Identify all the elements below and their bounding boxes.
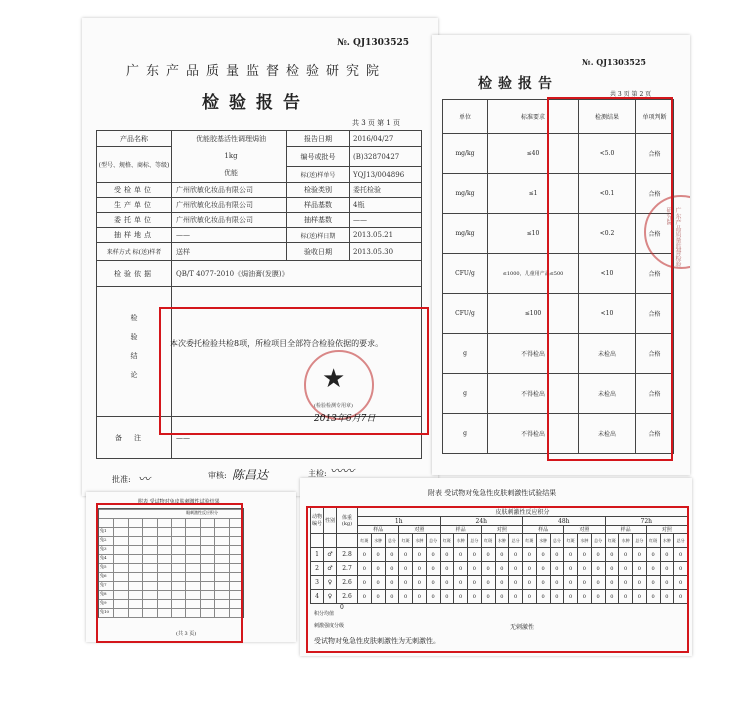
score-cell: 0 — [399, 562, 413, 576]
score-cell: 0 — [468, 576, 482, 590]
conclusion-text: 本次委托检验共检8项，所检项目全部符合检验依据的要求。 — [170, 339, 384, 348]
page-indicator: 共 3 页 第 1 页 — [352, 119, 401, 127]
row-cell: 4 — [311, 590, 324, 604]
result-unit: g — [443, 334, 488, 374]
score-cell: 0 — [550, 590, 564, 604]
result-value: <10 — [579, 294, 636, 334]
row-cell: ♀ — [324, 576, 337, 590]
small-row-label: 兔10 — [100, 609, 110, 614]
col-requirement: 标准要求 — [488, 100, 579, 134]
label-sampling-base: 抽样基数 — [287, 213, 350, 228]
score-cell: 0 — [633, 548, 647, 562]
score-cell: 0 — [440, 590, 454, 604]
score-cell: 0 — [550, 548, 564, 562]
sub2-header: 总分 — [468, 534, 482, 548]
score-cell: 0 — [495, 562, 509, 576]
sub2-header: 红斑 — [523, 534, 537, 548]
score-cell: 0 — [509, 548, 523, 562]
score-cell: 0 — [426, 548, 440, 562]
label-report-date: 报告日期 — [287, 131, 350, 147]
score-cell: 0 — [633, 562, 647, 576]
score-cell: 0 — [509, 590, 523, 604]
score-cell: 0 — [509, 576, 523, 590]
result-unit: mg/kg — [443, 134, 488, 174]
score-cell: 0 — [385, 590, 399, 604]
product-name-cell: 优能胶基活性调理焗油 1kg 优能 — [172, 131, 287, 183]
label-client: 委托单位 — [97, 213, 172, 228]
score-cell: 0 — [591, 548, 605, 562]
score-cell: 0 — [619, 576, 633, 590]
row-cell: ♂ — [324, 548, 337, 562]
small-row-label: 兔4 — [100, 555, 107, 560]
right-page-indicator: 共 3 页 第 2 页 — [610, 91, 652, 98]
score-cell: 0 — [358, 576, 372, 590]
sub2-header: 水肿 — [454, 534, 468, 548]
right-report-title: 检验报告 — [478, 76, 558, 92]
label-conclusion: 检验结论 — [97, 287, 172, 417]
small-row-label: 兔8 — [100, 591, 107, 596]
approve-label: 批准: — [112, 475, 131, 484]
result-value: 未检出 — [579, 374, 636, 414]
sub2-header: 总分 — [633, 534, 647, 548]
result-requirement: ≤1 — [488, 174, 579, 214]
client: 广州欣敏化妆品有限公司 — [172, 213, 287, 228]
score-cell: 0 — [481, 576, 495, 590]
score-cell: 0 — [426, 562, 440, 576]
score-cell: 0 — [564, 562, 578, 576]
score-cell: 0 — [371, 590, 385, 604]
score-cell: 0 — [619, 590, 633, 604]
score-cell: 0 — [481, 548, 495, 562]
class-label: 刺激强度分级 — [314, 623, 345, 629]
score-cell: 0 — [619, 548, 633, 562]
sub-header: 对照 — [564, 526, 605, 534]
producer: 广州欣敏化妆品有限公司 — [172, 198, 287, 213]
score-cell: 0 — [523, 576, 537, 590]
score-cell: 0 — [426, 590, 440, 604]
sub2-header: 总分 — [591, 534, 605, 548]
score-cell: 0 — [468, 590, 482, 604]
score-cell: 0 — [385, 548, 399, 562]
result-judgement: 合格 — [636, 334, 674, 374]
stamp-text: (检验检测专用章) — [314, 403, 353, 409]
score-cell: 0 — [481, 590, 495, 604]
score-cell: 0 — [385, 576, 399, 590]
score-cell: 0 — [440, 548, 454, 562]
row-cell: 2.8 — [337, 548, 358, 562]
small-row-label: 兔6 — [100, 573, 107, 578]
sub2-header: 水肿 — [660, 534, 674, 548]
score-cell: 0 — [536, 590, 550, 604]
time-header: 72h — [605, 517, 688, 526]
score-cell: 0 — [454, 590, 468, 604]
sample-number: YQJ13/004896 — [350, 167, 422, 183]
sub2-header: 红斑 — [605, 534, 619, 548]
score-cell: 0 — [646, 590, 660, 604]
result-value: <0.2 — [579, 214, 636, 254]
institute-name: 广东产品质量监督检验研究院 — [126, 64, 387, 79]
result-judgement: 合格 — [636, 294, 674, 334]
sub2-header: 水肿 — [536, 534, 550, 548]
score-cell: 0 — [385, 562, 399, 576]
score-cell: 0 — [413, 562, 427, 576]
small-header: 眼刺激性反应积分 — [186, 510, 218, 515]
sub2-header: 水肿 — [619, 534, 633, 548]
result-judgement: 合格 — [636, 414, 674, 454]
score-cell: 0 — [646, 548, 660, 562]
class-value: 无刺激性 — [510, 624, 535, 631]
result-value: 未检出 — [579, 334, 636, 374]
score-cell: 0 — [399, 576, 413, 590]
label-product-name: 产品名称 — [97, 131, 172, 147]
time-header: 24h — [440, 517, 523, 526]
result-unit: mg/kg — [443, 214, 488, 254]
score-cell: 0 — [358, 590, 372, 604]
inspection-basis: QB/T 4077-2010《焗油膏(发膜)》 — [172, 261, 422, 287]
label-remark: 备注 — [97, 417, 172, 459]
label-inspection-type: 检验类别 — [287, 183, 350, 198]
score-cell: 0 — [495, 590, 509, 604]
sample-count: 4瓶 — [350, 198, 422, 213]
result-unit: CFU/g — [443, 294, 488, 334]
sub2-header: 红斑 — [564, 534, 578, 548]
sub-header: 对照 — [646, 526, 687, 534]
sampling-place: —— — [172, 228, 287, 243]
label-sampling-place: 抽样地点 — [97, 228, 172, 243]
score-cell: 0 — [674, 562, 688, 576]
delivery: 送样 — [172, 243, 287, 261]
row-cell: ♀ — [324, 590, 337, 604]
inspected-unit: 广州欣敏化妆品有限公司 — [172, 183, 287, 198]
label-batch: 编号或批号 — [287, 147, 350, 167]
score-cell: 0 — [660, 590, 674, 604]
sub2-header: 红斑 — [481, 534, 495, 548]
result-value: <0.1 — [579, 174, 636, 214]
result-requirement: 不得检出 — [488, 374, 579, 414]
score-cell: 0 — [399, 548, 413, 562]
score-cell: 0 — [481, 562, 495, 576]
score-cell: 0 — [495, 576, 509, 590]
sub2-header: 红斑 — [399, 534, 413, 548]
score-cell: 0 — [646, 562, 660, 576]
score-cell: 0 — [578, 590, 592, 604]
score-cell: 0 — [468, 562, 482, 576]
score-cell: 0 — [633, 590, 647, 604]
small-caption: 附表 受试物对兔皮肤刺激性试验结果 — [138, 499, 220, 505]
sampling-base: —— — [350, 213, 422, 228]
result-unit: g — [443, 374, 488, 414]
result-requirement: 不得检出 — [488, 414, 579, 454]
result-unit: g — [443, 414, 488, 454]
result-requirement: ≤100 — [488, 294, 579, 334]
score-cell: 0 — [578, 548, 592, 562]
inspection-type: 委托检验 — [350, 183, 422, 198]
batch-number: (B)32870427 — [350, 147, 422, 167]
accept-date: 2013.05.30 — [350, 243, 422, 261]
right-report-number: №. QJ1303525 — [582, 57, 646, 67]
reviewer-signature: 陈昌达 — [232, 468, 269, 482]
result-requirement: 不得检出 — [488, 334, 579, 374]
result-value: 未检出 — [579, 414, 636, 454]
highlight-small-table — [96, 503, 243, 643]
sub2-header: 红斑 — [646, 534, 660, 548]
sub-header: 样品 — [523, 526, 564, 534]
result-requirement: ≤10 — [488, 214, 579, 254]
result-judgement: 合格 — [636, 254, 674, 294]
label-inspected-unit: 受检单位 — [97, 183, 172, 198]
small-row-label: 兔9 — [100, 600, 107, 605]
col-result: 检测结果 — [579, 100, 636, 134]
report-date: 2016/04/27 — [350, 131, 422, 147]
label-delivery: 来样方式 标(送)样者 — [97, 243, 172, 261]
score-mean-value: 0 — [340, 604, 344, 611]
small-row-label: 兔3 — [100, 546, 107, 551]
report-number: №. QJ1303525 — [337, 38, 409, 48]
sub2-header: 红斑 — [440, 534, 454, 548]
score-cell: 0 — [468, 548, 482, 562]
label-model: (型号、规格、商标、等级) — [97, 147, 172, 183]
score-cell: 0 — [674, 590, 688, 604]
sample-date: 2013.05.21 — [350, 228, 422, 243]
row-cell: 2.6 — [337, 576, 358, 590]
result-judgement: 合格 — [636, 214, 674, 254]
sub-header: 样品 — [358, 526, 399, 534]
group-header: 皮肤刺激性反应积分 — [358, 507, 688, 517]
row-cell: 2.7 — [337, 562, 358, 576]
score-cell: 0 — [426, 576, 440, 590]
label-sample-count: 样品基数 — [287, 198, 350, 213]
label-accept-date: 验收日期 — [287, 243, 350, 261]
row-cell: 2.6 — [337, 590, 358, 604]
col-judgement: 单项判断 — [636, 100, 674, 134]
score-cell: 0 — [564, 576, 578, 590]
result-judgement: 合格 — [636, 374, 674, 414]
score-mean-label: 积分均值 — [314, 611, 335, 617]
small-row-label: 兔5 — [100, 564, 107, 569]
result-requirement: ≤1000，儿童用产品≤500 — [488, 254, 579, 294]
score-cell: 0 — [371, 562, 385, 576]
score-cell: 0 — [605, 548, 619, 562]
col-animal: 动物编号 — [311, 507, 324, 534]
time-header: 48h — [523, 517, 606, 526]
small-footer: (共 3 页) — [176, 631, 197, 637]
remark: —— — [172, 417, 422, 459]
score-cell: 0 — [578, 562, 592, 576]
result-unit: CFU/g — [443, 254, 488, 294]
review-label: 审核: — [208, 471, 227, 480]
sub2-header: 水肿 — [578, 534, 592, 548]
score-cell: 0 — [633, 576, 647, 590]
col-unit: 单位 — [443, 100, 488, 134]
report-title: 检验报告 — [202, 93, 310, 113]
score-cell: 0 — [564, 590, 578, 604]
score-cell: 0 — [495, 548, 509, 562]
result-value: <5.0 — [579, 134, 636, 174]
score-cell: 0 — [564, 548, 578, 562]
sub2-header: 水肿 — [413, 534, 427, 548]
score-cell: 0 — [646, 576, 660, 590]
highlight-results — [547, 97, 673, 461]
wide-conclusion: 受试物对兔急性皮肤刺激性为无刺激性。 — [314, 637, 440, 645]
score-cell: 0 — [413, 576, 427, 590]
preparer-signature: 〰〰 — [330, 464, 355, 478]
sub-header: 样品 — [605, 526, 646, 534]
score-cell: 0 — [591, 562, 605, 576]
score-cell: 0 — [440, 576, 454, 590]
score-cell: 0 — [605, 562, 619, 576]
score-cell: 0 — [619, 562, 633, 576]
score-cell: 0 — [358, 548, 372, 562]
score-cell: 0 — [358, 562, 372, 576]
score-cell: 0 — [550, 576, 564, 590]
stamp-star-icon: ★ — [322, 364, 346, 394]
small-row-label: 兔7 — [100, 582, 107, 587]
small-row-label: 兔1 — [100, 528, 107, 533]
col-weight: 体重(kg) — [337, 507, 358, 534]
sub-header: 对照 — [399, 526, 440, 534]
score-cell: 0 — [399, 590, 413, 604]
sub2-header: 总分 — [385, 534, 399, 548]
score-cell: 0 — [523, 562, 537, 576]
score-cell: 0 — [660, 562, 674, 576]
score-cell: 0 — [454, 562, 468, 576]
score-cell: 0 — [371, 576, 385, 590]
result-requirement: ≤40 — [488, 134, 579, 174]
score-cell: 0 — [413, 548, 427, 562]
score-cell: 0 — [454, 548, 468, 562]
score-cell: 0 — [605, 590, 619, 604]
score-cell: 0 — [674, 576, 688, 590]
score-cell: 0 — [413, 590, 427, 604]
right-stamp-text: 广东产品质量监督检验研究院 — [665, 207, 681, 267]
score-cell: 0 — [509, 562, 523, 576]
col-sex: 性别 — [324, 507, 337, 534]
score-cell: 0 — [605, 576, 619, 590]
row-cell: 2 — [311, 562, 324, 576]
score-cell: 0 — [578, 576, 592, 590]
score-cell: 0 — [440, 562, 454, 576]
score-cell: 0 — [454, 576, 468, 590]
row-cell: 3 — [311, 576, 324, 590]
label-basis: 检验依据 — [97, 261, 172, 287]
score-cell: 0 — [591, 576, 605, 590]
result-judgement: 合格 — [636, 174, 674, 214]
sub2-header: 总分 — [426, 534, 440, 548]
score-cell: 0 — [536, 576, 550, 590]
sub-header: 样品 — [440, 526, 481, 534]
sub2-header: 总分 — [674, 534, 688, 548]
handwritten-date: 2013年6月7日 — [314, 414, 376, 424]
result-judgement: 合格 — [636, 134, 674, 174]
result-unit: mg/kg — [443, 174, 488, 214]
score-cell: 0 — [523, 548, 537, 562]
label-sample-no: 标(送)样单号 — [287, 167, 350, 183]
score-cell: 0 — [536, 562, 550, 576]
score-cell: 0 — [371, 548, 385, 562]
row-cell: 1 — [311, 548, 324, 562]
approver-signature: 〰 — [138, 472, 151, 486]
sub2-header: 水肿 — [495, 534, 509, 548]
sub-header: 对照 — [481, 526, 522, 534]
row-cell: ♂ — [324, 562, 337, 576]
highlight-conclusion — [159, 307, 429, 435]
score-cell: 0 — [523, 590, 537, 604]
label-sample-date: 标(送)样日期 — [287, 228, 350, 243]
score-cell: 0 — [660, 548, 674, 562]
result-value: <10 — [579, 254, 636, 294]
sub2-header: 总分 — [550, 534, 564, 548]
score-cell: 0 — [536, 548, 550, 562]
wide-caption: 附表 受试物对兔急性皮肤刺激性试验结果 — [428, 489, 557, 497]
time-header: 1h — [358, 517, 441, 526]
sub2-header: 总分 — [509, 534, 523, 548]
score-cell: 0 — [674, 548, 688, 562]
label-producer: 生产单位 — [97, 198, 172, 213]
prepare-label: 主检: — [308, 469, 327, 478]
sub2-header: 红斑 — [358, 534, 372, 548]
score-cell: 0 — [660, 576, 674, 590]
score-cell: 0 — [591, 590, 605, 604]
sub2-header: 水肿 — [371, 534, 385, 548]
small-row-label: 兔2 — [100, 537, 107, 542]
score-cell: 0 — [550, 562, 564, 576]
highlight-wide-table — [306, 506, 689, 653]
